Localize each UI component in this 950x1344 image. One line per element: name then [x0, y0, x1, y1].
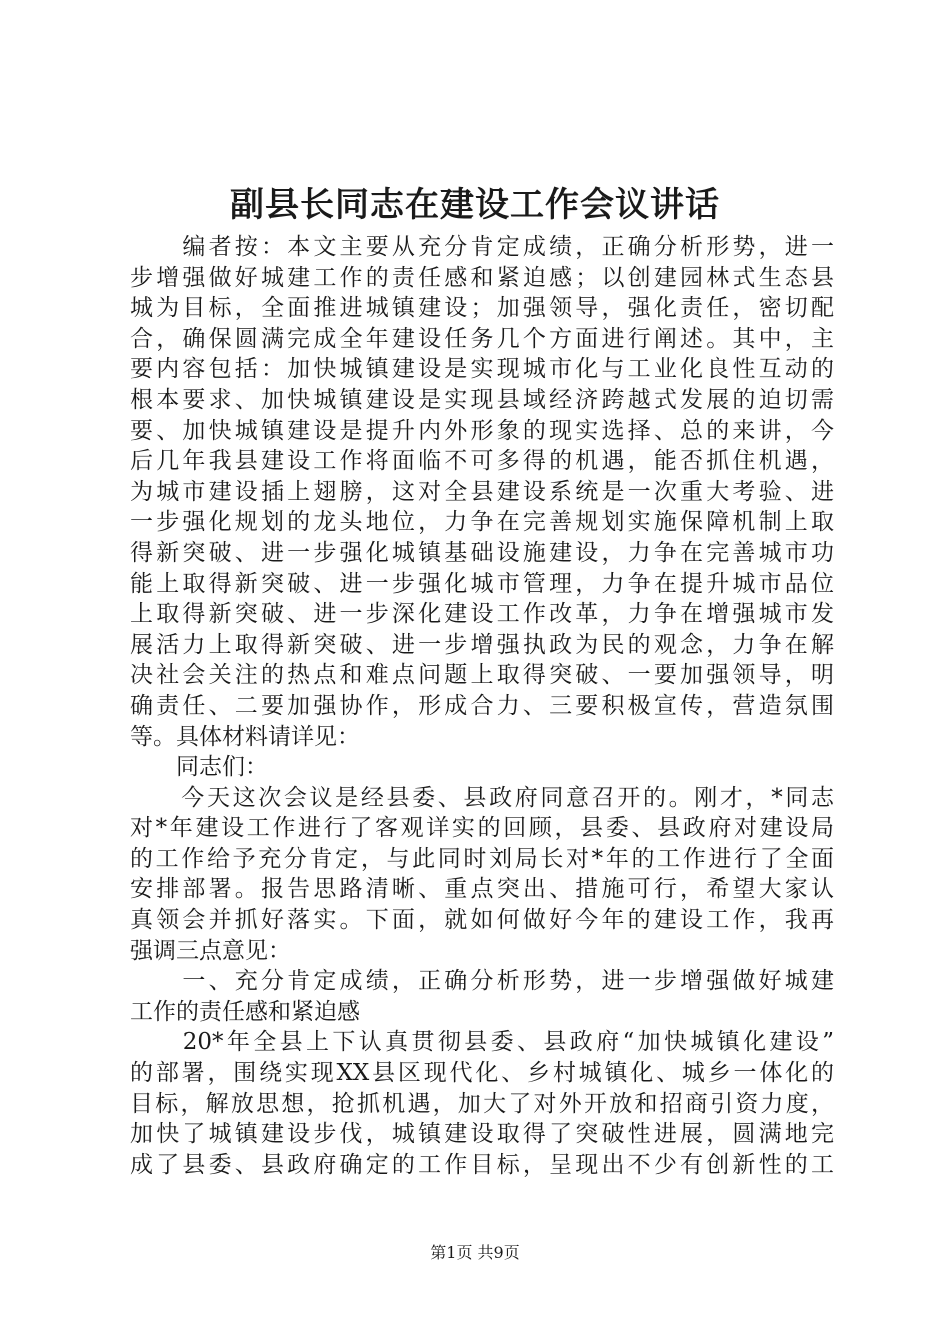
body-line: 能上取得新突破、进一步强化城市管理，力争在提升城市品位 — [130, 570, 834, 597]
body-line: 一步强化规划的龙头地位，力争在完善规划实施保障机制上取 — [130, 509, 834, 536]
body-line: 得新突破、进一步强化城镇基础设施建设，力争在完善城市功 — [130, 539, 834, 566]
body-line: 成了县委、县政府确定的工作目标，呈现出不少有创新性的工 — [130, 1151, 834, 1178]
body-line: 确责任、二要加强协作，形成合力、三要积极宣传，营造氛围 — [130, 692, 834, 719]
body-line: 的工作给予充分肯定，与此同时刘局长对*年的工作进行了全面 — [130, 845, 834, 872]
body-line: 目标，解放思想，抢抓机遇，加大了对外开放和招商引资力度， — [130, 1090, 834, 1117]
body-line: 工作的责任感和紧迫感 — [130, 998, 360, 1025]
body-line: 对*年建设工作进行了客观详实的回顾，县委、县政府对建设局 — [130, 815, 834, 842]
body-line: 一、充分肯定成绩，正确分析形势，进一步增强做好城建 — [130, 968, 834, 995]
body-line: 安排部署。报告思路清晰、重点突出、措施可行，希望大家认 — [130, 876, 834, 903]
body-line: 城为目标，全面推进城镇建设；加强领导，强化责任，密切配 — [130, 295, 834, 322]
body-line: 为城市建设插上翅膀，这对全县建设系统是一次重大考验、进 — [130, 478, 834, 505]
document-body — [130, 232, 834, 1180]
body-line: 真领会并抓好落实。下面，就如何做好今年的建设工作，我再 — [130, 907, 834, 934]
body-line: 合，确保圆满完成全年建设任务几个方面进行阐述。其中，主 — [130, 325, 834, 352]
body-line: 决社会关注的热点和难点问题上取得突破、一要加强领导，明 — [130, 662, 834, 689]
body-line: 步增强做好城建工作的责任感和紧迫感；以创建园林式生态县 — [130, 264, 834, 291]
body-line: 要、加快城镇建设是提升内外形象的现实选择、总的来讲，今 — [130, 417, 834, 444]
body-line: 加快了城镇建设步伐，城镇建设取得了突破性进展，圆满地完 — [130, 1121, 834, 1148]
body-line: 根本要求、加快城镇建设是实现县域经济跨越式发展的迫切需 — [130, 386, 834, 413]
page-footer: 第1页 共9页 — [430, 1243, 520, 1262]
body-line: 要内容包括：加快城镇建设是实现城市化与工业化良性互动的 — [130, 356, 834, 383]
body-line: 展活力上取得新突破、进一步增强执政为民的观念，力争在解 — [130, 631, 834, 658]
document-title: 副县长同志在建设工作会议讲话 — [230, 185, 720, 225]
body-line: 编者按：本文主要从充分肯定成绩，正确分析形势，进一 — [130, 234, 834, 260]
body-line: 上取得新突破、进一步深化建设工作改革，力争在增强城市发 — [130, 601, 834, 628]
body-line: 等。具体材料请详见： — [130, 723, 360, 750]
body-line: 20*年全县上下认真贯彻县委、县政府“加快城镇化建设” — [130, 1029, 834, 1056]
body-line: 后几年我县建设工作将面临不可多得的机遇，能否抓住机遇， — [130, 448, 834, 475]
body-line: 强调三点意见： — [130, 937, 291, 964]
body-line: 今天这次会议是经县委、县政府同意召开的。刚才，*同志 — [130, 784, 834, 811]
body-line: 同志们： — [130, 754, 268, 781]
body-line: 的部署，围绕实现XX县区现代化、乡村城镇化、城乡一体化的 — [130, 1060, 834, 1087]
